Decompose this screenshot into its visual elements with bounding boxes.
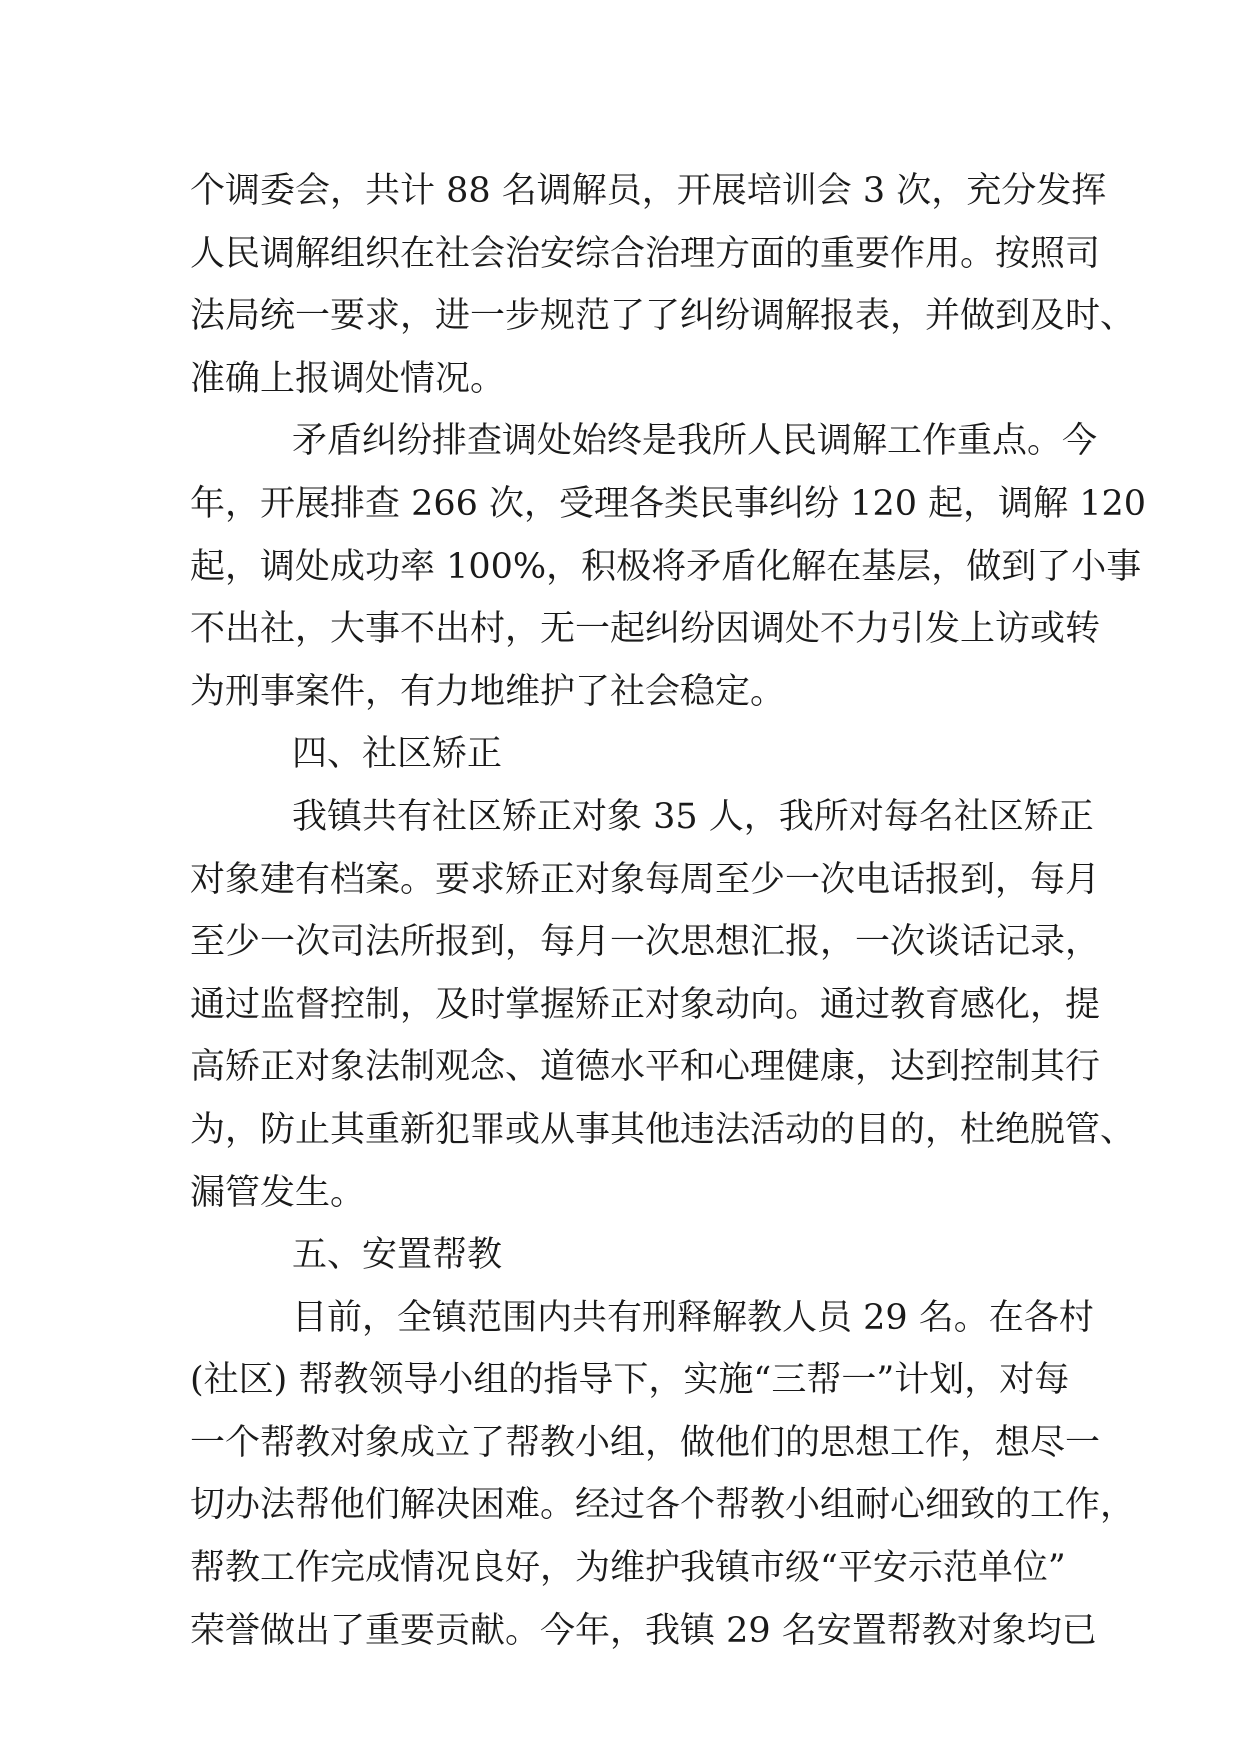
body-text [190, 160, 1147, 1662]
text-line: 至少一次司法所报到，每月一次思想汇报，一次谈话记录， [190, 922, 1101, 963]
text-line: 为，防止其重新犯罪或从事其他违法活动的目的，杜绝脱管、 [190, 1109, 1136, 1150]
text-line: 通过监督控制，及时掌握矫正对象动向。通过教育感化，提 [190, 984, 1101, 1025]
section-heading-5: 五、安置帮教 [292, 1235, 503, 1276]
text-line: 荣誉做出了重要贡献。今年，我镇 29 名安置帮教对象均已 [190, 1610, 1097, 1651]
text-line: 对象建有档案。要求矫正对象每周至少一次电话报到，每月 [190, 859, 1101, 900]
text-line: 起，调处成功率 100%，积极将矛盾化解在基层，做到了小事 [190, 546, 1142, 587]
text-line: 为刑事案件，有力地维护了社会稳定。 [190, 671, 786, 712]
text-line: 法局统一要求，进一步规范了了纠纷调解报表，并做到及时、 [190, 296, 1136, 337]
text-line: 切办法帮他们解决困难。经过各个帮教小组耐心细致的工作， [190, 1485, 1136, 1526]
text-line: 人民调解组织在社会治安综合治理方面的重要作用。按照司 [190, 233, 1101, 274]
paragraph-start-line: 矛盾纠纷排查调处始终是我所人民调解工作重点。今 [292, 421, 1098, 462]
text-line: 年，开展排查 266 次，受理各类民事纠纷 120 起，调解 120 [190, 483, 1147, 524]
text-line: 不出社，大事不出村，无一起纠纷因调处不力引发上访或转 [190, 609, 1101, 650]
section-heading-4: 四、社区矫正 [292, 734, 503, 775]
text-line: 个调委会，共计 88 名调解员，开展培训会 3 次，充分发挥 [190, 171, 1107, 211]
paragraph-start-line: 目前，全镇范围内共有刑释解教人员 29 名。在各村 [292, 1297, 1094, 1338]
text-line: 高矫正对象法制观念、道德水平和心理健康，达到控制其行 [190, 1047, 1101, 1088]
text-line: 准确上报调处情况。 [190, 358, 506, 399]
paragraph-start-line: 我镇共有社区矫正对象 35 人，我所对每名社区矫正 [292, 796, 1094, 837]
text-line: (社区) 帮教领导小组的指导下，实施“三帮一”计划，对每 [190, 1360, 1070, 1401]
text-line: 漏管发生。 [190, 1172, 366, 1213]
text-line: 帮教工作完成情况良好，为维护我镇市级“平安示范单位” [190, 1548, 1066, 1589]
text-line: 一个帮教对象成立了帮教小组，做他们的思想工作，想尽一 [190, 1422, 1101, 1463]
